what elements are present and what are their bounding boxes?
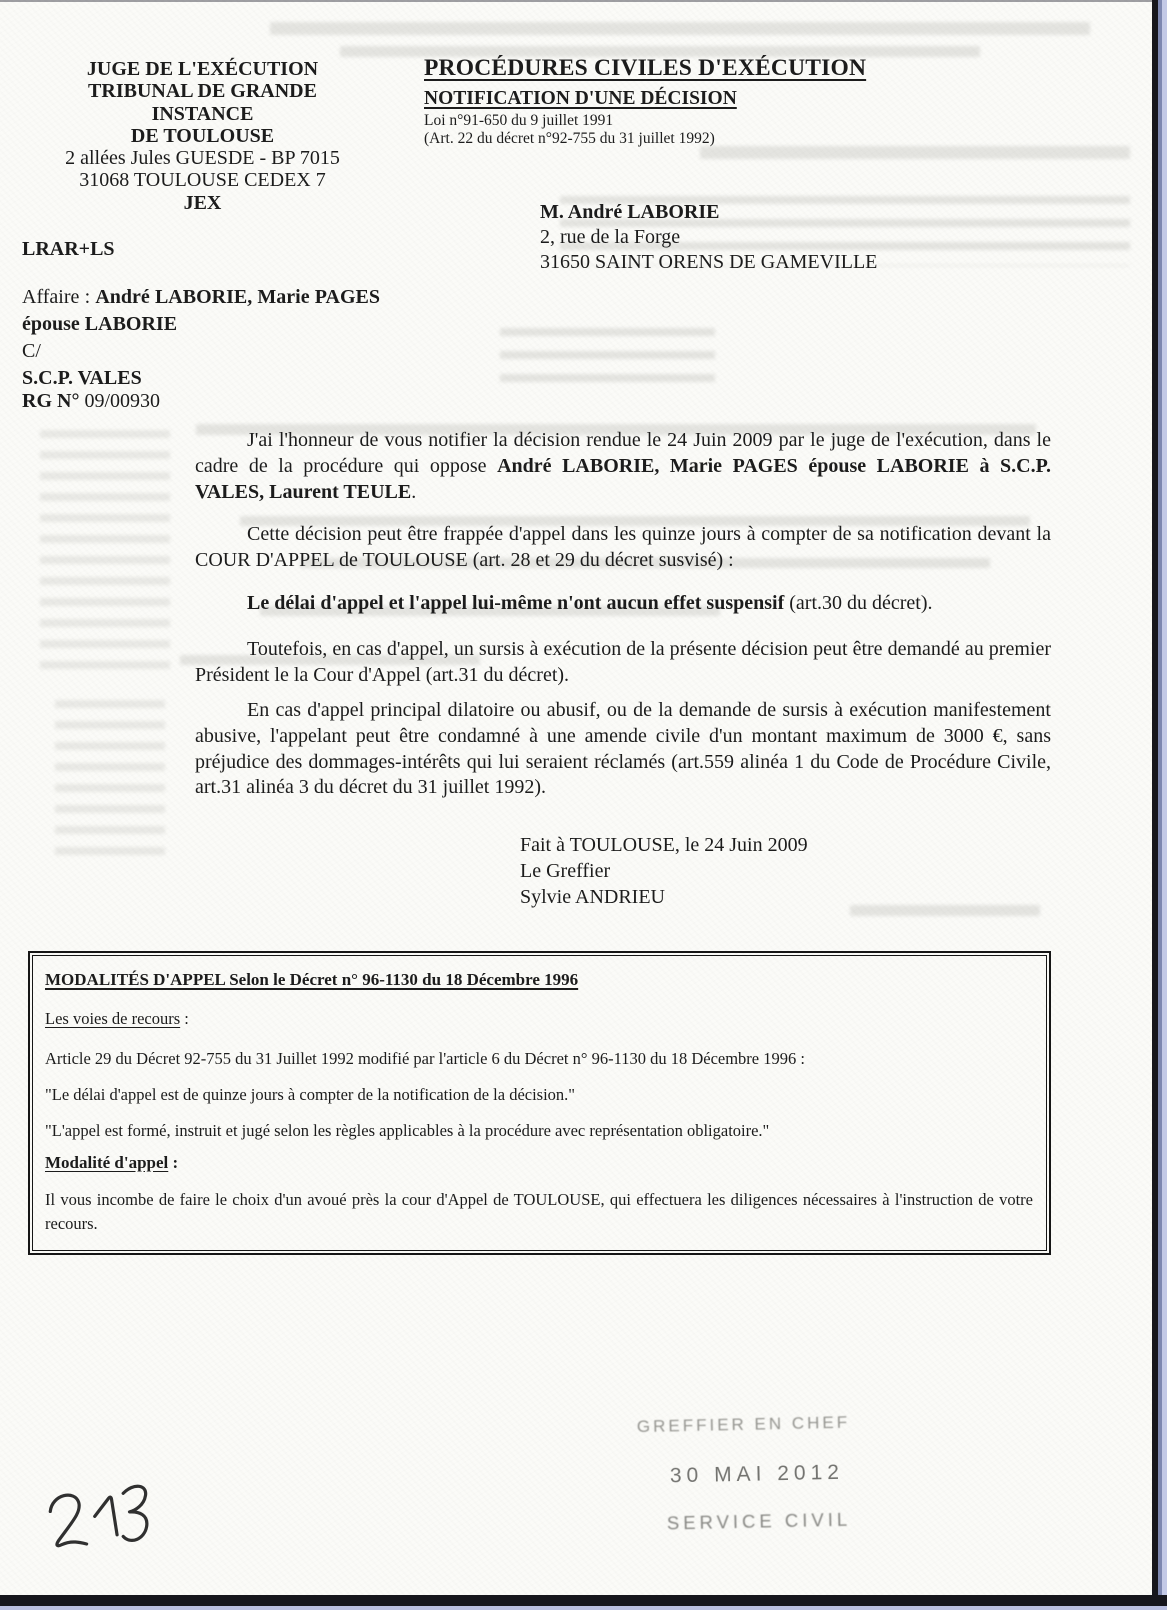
handwritten-page-number	[35, 1478, 165, 1563]
quote-delay-line: "Le délai d'appel est de quinze jours à compter de la notification de la décision."	[45, 1085, 576, 1104]
versus-label: C/	[22, 340, 41, 362]
rg-number: 09/00930	[84, 390, 161, 412]
recourse-colon: :	[180, 1009, 189, 1028]
amende-paragraph: En cas d'appel principal dilatoire ou abusif, ou de la demande de sursis à exécution manifestement abusive, l'appelant peut être condamné à une amende civile d'un montant maximum de 3000 €, sans préjudice des dommages-intérêts qui lui seraient réclamés (art.559 alinéa 1 du Code de Procédure Civile, art.31 alinéa 3 du décret du 31 juillet 1992).	[195, 699, 1051, 799]
bleedthrough-text-ghost	[500, 328, 715, 394]
appeal-box-title: MODALITÉS D'APPEL Selon le Décret n° 96-1130 du 18 Décembre 1996	[45, 970, 579, 989]
court-name-line: JUGE DE L'EXÉCUTION	[86, 58, 319, 80]
avoue-instruction: Il vous incombe de faire le choix d'un avoué près la cour d'Appel de TOULOUSE, qui effectuera les diligences nécessaires à l'instruction de votre recours.	[45, 1190, 1033, 1233]
signer-name: Sylvie ANDRIEU	[520, 886, 665, 908]
appeal-modality-box	[28, 951, 1051, 1255]
scan-edge-right	[1152, 0, 1167, 1610]
court-address-line: 31068 TOULOUSE CEDEX 7	[79, 169, 326, 192]
quote-formed-line: "L'appel est formé, instruit et jugé selon les règles applicables à la procédure avec représentation obligatoire."	[45, 1121, 770, 1140]
decree-reference: (Art. 22 du décret n°92-755 du 31 juillet 1992)	[424, 130, 715, 147]
recourse-heading-text: Les voies de recours	[45, 1009, 181, 1028]
stamp-office-line: GREFFIER EN CHEF	[636, 1412, 851, 1437]
modality-colon: :	[168, 1153, 179, 1172]
recipient-address-block	[540, 200, 877, 275]
recipient-name: M. André LABORIE	[540, 201, 720, 223]
stamp-date-line: 30 MAI 2012	[669, 1460, 845, 1488]
signer-role: Le Greffier	[520, 860, 611, 882]
law-reference: Loi n°91-650 du 9 juillet 1991	[424, 112, 614, 129]
bleedthrough-text-ghost	[270, 22, 1090, 35]
recourse-heading	[45, 1009, 189, 1029]
court-name-line: DE TOULOUSE	[130, 124, 275, 147]
sender-court-block	[30, 58, 375, 214]
article-29-line: Article 29 du Décret 92-755 du 31 Juillet 1992 modifié par l'article 6 du Décret n° 96-1130 du 18 Décembre 1996 :	[45, 1049, 805, 1068]
case-plaintiffs: André LABORIE, Marie PAGES épouse LABORIE	[22, 286, 380, 335]
court-address-line: 2 allées Jules GUESDE - BP 7015	[65, 147, 340, 170]
signature-block	[520, 832, 808, 910]
sursis-paragraph: Toutefois, en cas d'appel, un sursis à exécution de la présente décision peut être demandé au premier Président le la Cour d'Appel (art.31 du décret).	[195, 638, 1051, 686]
court-service-code: JEX	[183, 191, 222, 214]
bleedthrough-text-ghost	[850, 905, 1040, 916]
bleedthrough-text-ghost	[40, 430, 170, 680]
paragraph-text: (art.30 du décret).	[784, 592, 933, 614]
recipient-city: 31650 SAINT ORENS DE GAMEVILLE	[540, 251, 878, 273]
case-reference-block	[22, 284, 380, 392]
paragraph-text: J'ai l'honneur de vous notifier la décision rendue le 24 Juin 2009 par le juge de l'exécution, dans le cadre de la procédure qui oppose	[195, 429, 1051, 477]
rg-number-line	[22, 390, 160, 413]
bleedthrough-text-ghost	[55, 700, 165, 860]
court-name-line: INSTANCE	[151, 102, 254, 125]
mail-mode-label: LRAR+LS	[22, 238, 115, 260]
suspensif-paragraph	[195, 591, 1051, 617]
document-subtitle: NOTIFICATION D'UNE DÉCISION	[424, 88, 737, 109]
suspensif-bold-text: Le délai d'appel et l'appel lui-même n'ont aucun effet suspensif	[247, 592, 785, 614]
appeal-box-inner-border	[32, 955, 1047, 1251]
notification-paragraph	[195, 428, 1051, 505]
appeal-delay-paragraph: Cette décision peut être frappée d'appel dans les quinze jours à compter de sa notification devant la COUR D'APPEL de TOULOUSE (art. 28 et 29 du décret susvisé) :	[195, 523, 1051, 571]
rg-label: RG N°	[22, 390, 85, 412]
bleedthrough-text-ghost	[700, 146, 1130, 159]
registry-date-stamp	[597, 1412, 880, 1548]
paragraph-text: .	[411, 480, 417, 503]
modality-heading	[45, 1153, 178, 1173]
scan-edge-bottom	[0, 1595, 1167, 1610]
parties-bold-text: André LABORIE, Marie PAGES épouse LABORIE à S.C.P. VALES, Laurent TEULE	[195, 454, 1051, 503]
stamp-service-line: SERVICE CIVIL	[666, 1508, 852, 1534]
case-label: Affaire :	[22, 286, 96, 308]
document-title: PROCÉDURES CIVILES D'EXÉCUTION	[424, 55, 867, 81]
court-name-line: TRIBUNAL DE GRANDE	[88, 80, 317, 103]
place-date-line: Fait à TOULOUSE, le 24 Juin 2009	[520, 834, 808, 856]
case-defendant: S.C.P. VALES	[22, 367, 142, 389]
modality-heading-text: Modalité d'appel	[45, 1153, 169, 1172]
recipient-street: 2, rue de la Forge	[540, 226, 681, 248]
scan-edge-top	[0, 0, 1167, 2]
